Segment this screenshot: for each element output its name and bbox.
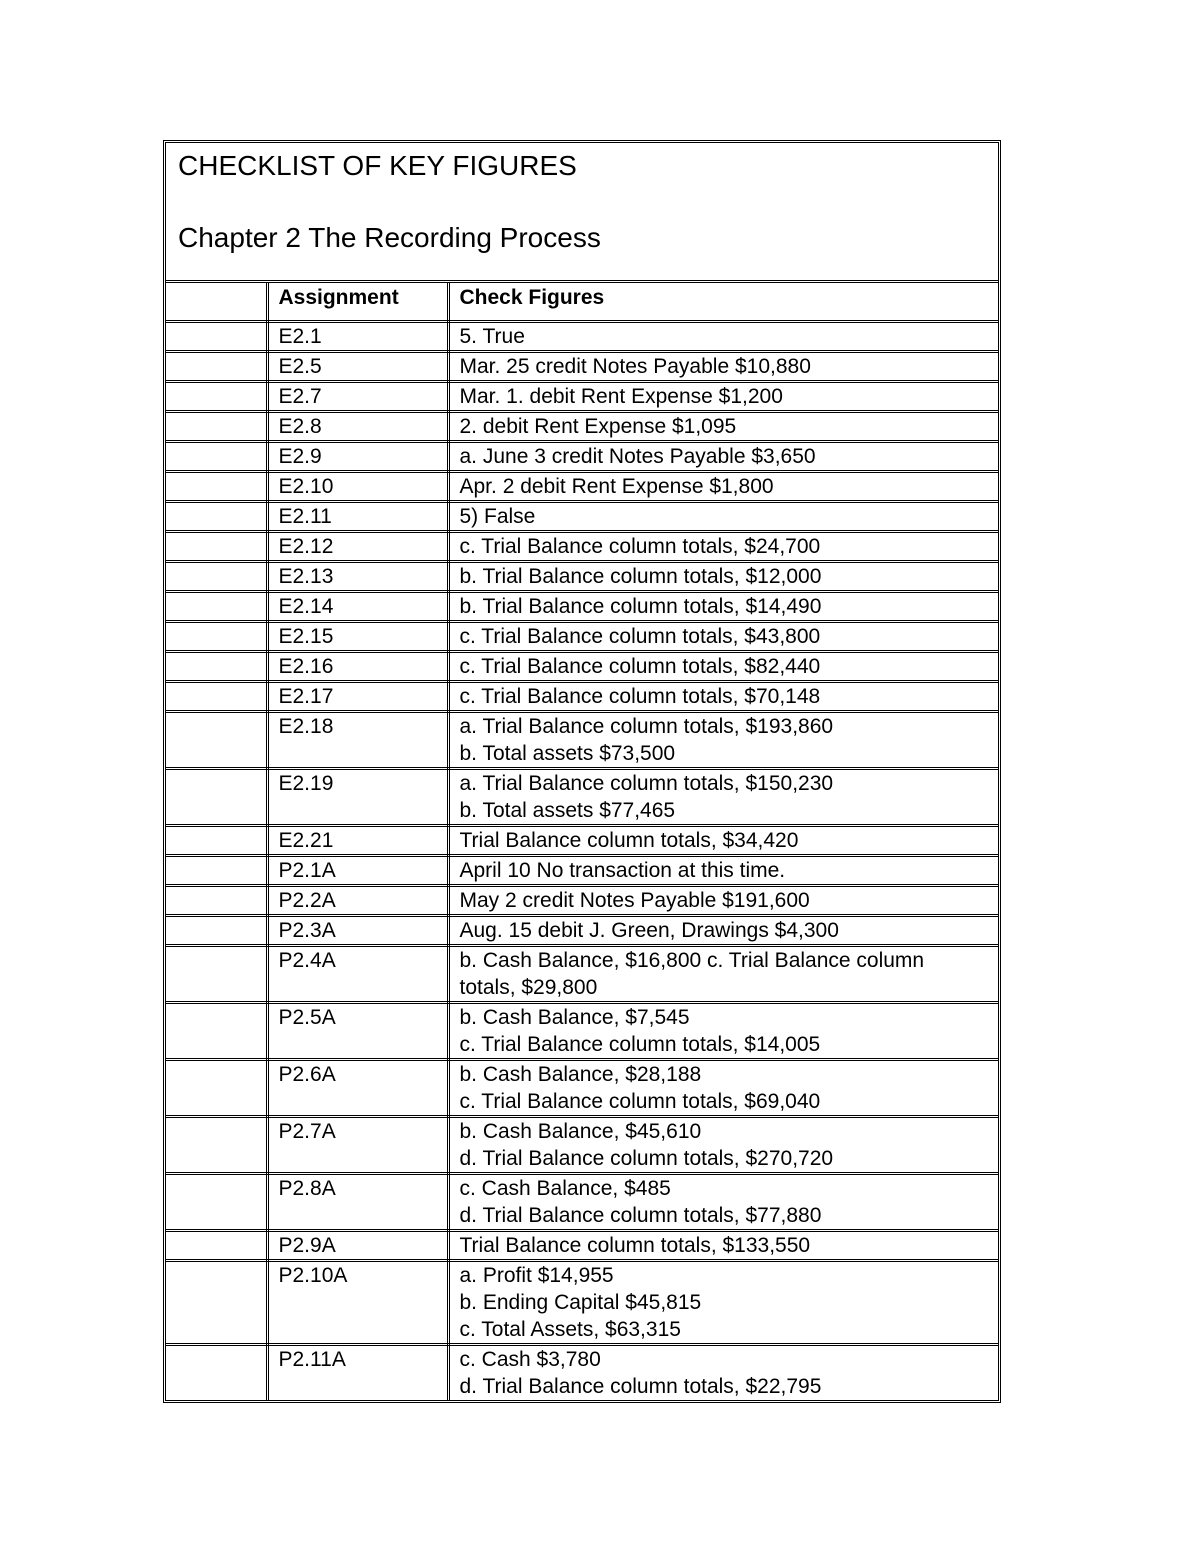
table-row: [166, 352, 998, 382]
check-figures-cell: [448, 322, 998, 352]
assignment-cell: P2.5A: [267, 1003, 448, 1060]
table-row: [166, 1345, 998, 1401]
blank-cell: [166, 1060, 267, 1117]
check-figures-cell: [448, 592, 998, 622]
check-figures-cell: [448, 1060, 998, 1117]
check-figures-cell: [448, 472, 998, 502]
check-figures-cell: [448, 712, 998, 769]
check-figures-cell: [448, 1231, 998, 1261]
check-figures-cell: [448, 352, 998, 382]
assignment-cell: E2.10: [267, 472, 448, 502]
assignment-column-header: Assignment: [267, 283, 448, 322]
assignment-cell: P2.2A: [267, 886, 448, 916]
assignment-cell: P2.10A: [267, 1261, 448, 1345]
table-header-row: [166, 283, 998, 322]
check-figure-line: c. Trial Balance column totals, $14,005: [459, 1033, 821, 1056]
check-figure-line: b. Trial Balance column totals, $12,000: [459, 565, 822, 588]
check-figure-line: b. Total assets $73,500: [459, 742, 676, 765]
assignment-cell: P2.1A: [267, 856, 448, 886]
assignment-cell: P2.9A: [267, 1231, 448, 1261]
blank-cell: [166, 769, 267, 826]
table-row: [166, 886, 998, 916]
assignment-cell: E2.1: [267, 322, 448, 352]
assignment-cell: P2.4A: [267, 946, 448, 1003]
assignment-cell: E2.16: [267, 652, 448, 682]
table-row: [166, 652, 998, 682]
table-row: [166, 622, 998, 652]
blank-cell: [166, 322, 267, 352]
check-figure-line: c. Trial Balance column totals, $43,800: [459, 625, 821, 648]
table-row: [166, 532, 998, 562]
table-row: [166, 382, 998, 412]
table-row: [166, 502, 998, 532]
blank-cell: [166, 562, 267, 592]
check-figure-line: a. Profit $14,955: [459, 1264, 614, 1287]
assignment-cell: E2.11: [267, 502, 448, 532]
blank-cell: [166, 682, 267, 712]
assignment-cell: E2.14: [267, 592, 448, 622]
blank-cell: [166, 532, 267, 562]
assignment-cell: E2.21: [267, 826, 448, 856]
assignment-cell: P2.11A: [267, 1345, 448, 1401]
table-row: [166, 856, 998, 886]
check-figures-cell: [448, 916, 998, 946]
check-figure-line: a. June 3 credit Notes Payable $3,650: [459, 445, 816, 468]
assignment-cell: E2.7: [267, 382, 448, 412]
assignment-cell: P2.6A: [267, 1060, 448, 1117]
chapter-subtitle: Chapter 2 The Recording Process: [178, 222, 601, 253]
check-figure-line: 5) False: [459, 505, 536, 528]
blank-cell: [166, 1117, 267, 1174]
check-figure-line: c. Cash $3,780: [459, 1348, 601, 1371]
check-figures-cell: [448, 1117, 998, 1174]
blank-cell: [166, 1231, 267, 1261]
check-figures-cell: [448, 532, 998, 562]
blank-cell: [166, 442, 267, 472]
check-figure-line: b. Total assets $77,465: [459, 799, 676, 822]
check-figures-cell: [448, 682, 998, 712]
blank-cell: [166, 622, 267, 652]
check-figure-line: d. Trial Balance column totals, $270,720: [459, 1147, 834, 1170]
table-body: [166, 322, 998, 1401]
check-figure-line: b. Cash Balance, $16,800 c. Trial Balance column: [459, 949, 925, 972]
check-figures-cell: [448, 622, 998, 652]
check-figure-line: b. Trial Balance column totals, $14,490: [459, 595, 822, 618]
assignment-cell: P2.7A: [267, 1117, 448, 1174]
check-figures-column-header: Check Figures: [448, 283, 998, 322]
check-figure-line: b. Ending Capital $45,815: [459, 1291, 702, 1314]
check-figure-line: c. Cash Balance, $485: [459, 1177, 671, 1200]
table-row: [166, 442, 998, 472]
table-row: [166, 682, 998, 712]
blank-cell: [166, 712, 267, 769]
assignment-cell: E2.15: [267, 622, 448, 652]
assignment-cell: E2.13: [267, 562, 448, 592]
check-figure-line: Apr. 2 debit Rent Expense $1,800: [459, 475, 774, 498]
blank-cell: [166, 382, 267, 412]
table-row: [166, 562, 998, 592]
blank-cell: [166, 1003, 267, 1060]
check-figures-cell: [448, 826, 998, 856]
check-figure-line: 2. debit Rent Expense $1,095: [459, 415, 737, 438]
check-figure-line: d. Trial Balance column totals, $22,795: [459, 1375, 822, 1398]
assignment-cell: P2.8A: [267, 1174, 448, 1231]
check-figures-cell: [448, 442, 998, 472]
check-figures-cell: [448, 412, 998, 442]
key-figures-table: [166, 283, 998, 1400]
table-row: [166, 1117, 998, 1174]
check-figure-line: 5. True: [459, 325, 525, 348]
checklist-document: [163, 140, 1001, 1403]
check-figures-cell: [448, 562, 998, 592]
title-block: [166, 143, 998, 283]
check-figures-cell: [448, 1003, 998, 1060]
assignment-cell: E2.9: [267, 442, 448, 472]
check-figures-cell: [448, 652, 998, 682]
table-row: [166, 412, 998, 442]
blank-cell: [166, 1261, 267, 1345]
blank-cell: [166, 412, 267, 442]
document-title: CHECKLIST OF KEY FIGURES: [178, 150, 577, 181]
check-figure-line: Aug. 15 debit J. Green, Drawings $4,300: [459, 919, 839, 942]
assignment-cell: E2.12: [267, 532, 448, 562]
table-row: [166, 1261, 998, 1345]
table-row: [166, 1003, 998, 1060]
table-row: [166, 322, 998, 352]
assignment-cell: E2.8: [267, 412, 448, 442]
check-figures-cell: [448, 1174, 998, 1231]
blank-cell: [166, 1174, 267, 1231]
check-figure-line: b. Cash Balance, $45,610: [459, 1120, 702, 1143]
check-figures-cell: [448, 1261, 998, 1345]
check-figures-cell: [448, 382, 998, 412]
check-figure-line: b. Cash Balance, $28,188: [459, 1063, 702, 1086]
blank-cell: [166, 826, 267, 856]
check-figure-line: Mar. 1. debit Rent Expense $1,200: [459, 385, 783, 408]
check-figure-line: c. Trial Balance column totals, $70,148: [459, 685, 821, 708]
blank-cell: [166, 502, 267, 532]
blank-cell: [166, 856, 267, 886]
check-figure-line: a. Trial Balance column totals, $150,230: [459, 772, 834, 795]
table-row: [166, 1231, 998, 1261]
table-row: [166, 712, 998, 769]
table-row: [166, 472, 998, 502]
table-row: [166, 826, 998, 856]
check-figure-line: c. Trial Balance column totals, $24,700: [459, 535, 821, 558]
check-figures-cell: [448, 502, 998, 532]
assignment-cell: E2.19: [267, 769, 448, 826]
blank-cell: [166, 886, 267, 916]
check-figures-cell: [448, 946, 998, 1003]
table-row: [166, 1060, 998, 1117]
table-row: [166, 1174, 998, 1231]
assignment-cell: E2.5: [267, 352, 448, 382]
table-row: [166, 916, 998, 946]
check-figure-line: c. Trial Balance column totals, $69,040: [459, 1090, 821, 1113]
blank-cell: [166, 946, 267, 1003]
check-figure-line: May 2 credit Notes Payable $191,600: [459, 889, 810, 912]
check-figure-line: a. Trial Balance column totals, $193,860: [459, 715, 834, 738]
check-figures-cell: [448, 886, 998, 916]
check-figure-line: b. Cash Balance, $7,545: [459, 1006, 690, 1029]
table-row: [166, 592, 998, 622]
blank-cell: [166, 916, 267, 946]
assignment-cell: P2.3A: [267, 916, 448, 946]
check-figure-line: Mar. 25 credit Notes Payable $10,880: [459, 355, 811, 378]
check-figure-line: c. Trial Balance column totals, $82,440: [459, 655, 821, 678]
check-figure-line: d. Trial Balance column totals, $77,880: [459, 1204, 822, 1227]
table-row: [166, 946, 998, 1003]
blank-cell: [166, 652, 267, 682]
check-figures-cell: [448, 769, 998, 826]
blank-cell: [166, 1345, 267, 1401]
check-figure-line: April 10 No transaction at this time.: [459, 859, 786, 882]
assignment-cell: E2.17: [267, 682, 448, 712]
blank-cell: [166, 472, 267, 502]
blank-cell: [166, 352, 267, 382]
check-figures-cell: [448, 856, 998, 886]
table-row: [166, 769, 998, 826]
check-figure-line: Trial Balance column totals, $133,550: [459, 1234, 811, 1257]
assignment-cell: E2.18: [267, 712, 448, 769]
blank-header-cell: [166, 283, 267, 322]
blank-cell: [166, 592, 267, 622]
check-figures-cell: [448, 1345, 998, 1401]
check-figure-line: totals, $29,800: [459, 976, 598, 999]
check-figure-line: Trial Balance column totals, $34,420: [459, 829, 799, 852]
check-figure-line: c. Total Assets, $63,315: [459, 1318, 681, 1341]
